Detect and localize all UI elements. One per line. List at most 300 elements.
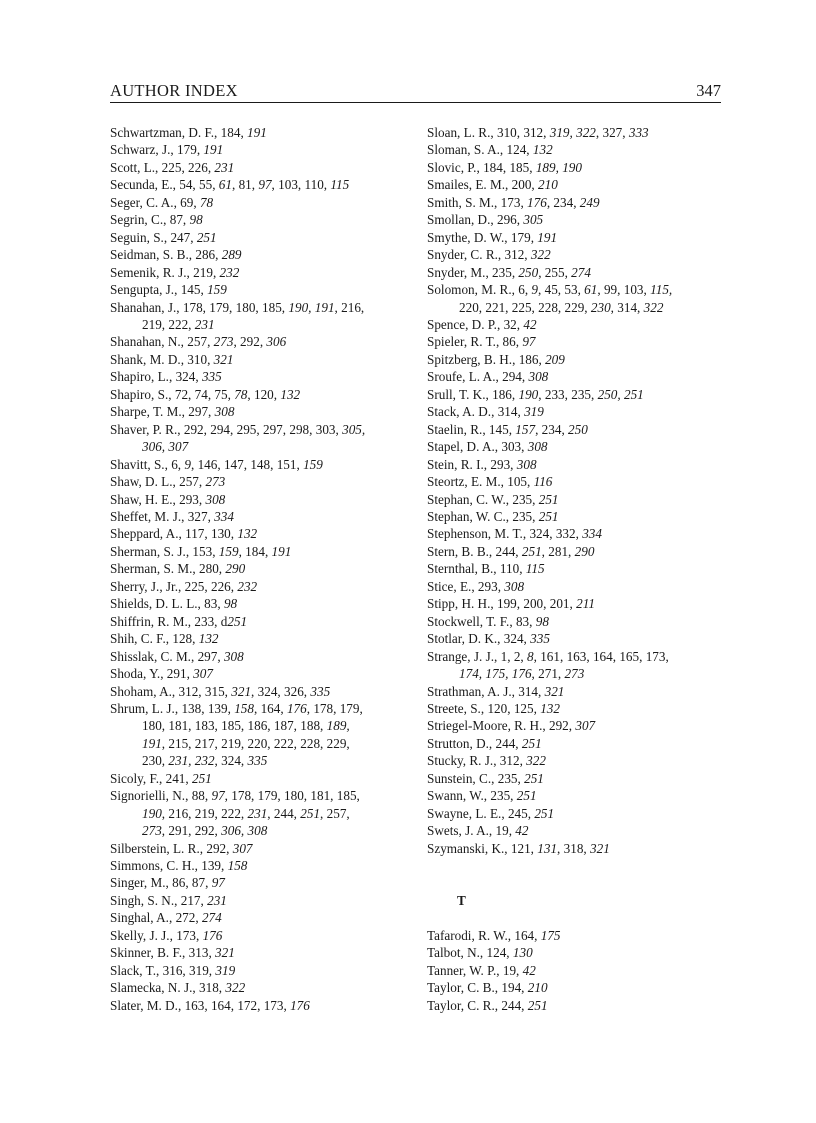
index-entry xyxy=(110,787,410,839)
reference-page-italic: 319 xyxy=(524,404,544,420)
reference-page-italic: 308 xyxy=(516,456,537,472)
author-name: Secunda, E., xyxy=(110,177,180,193)
citation-pages: 293, xyxy=(477,578,505,594)
index-entry xyxy=(427,525,727,542)
reference-page-italic: 335 xyxy=(247,753,268,769)
citation-pages: 235, xyxy=(497,770,525,786)
reference-page-italic: 321 xyxy=(544,683,565,699)
reference-page-italic: 191 xyxy=(271,543,292,559)
reference-page-italic: 210 xyxy=(538,177,558,193)
reference-page-italic: 42 xyxy=(523,316,537,332)
author-name: Tanner, W. P., xyxy=(427,962,503,978)
index-entry xyxy=(427,822,727,839)
reference-page-italic: 290 xyxy=(574,543,595,559)
author-name: Shoda, Y., xyxy=(110,666,167,682)
index-entry xyxy=(427,683,727,700)
author-name: Steortz, E. M., xyxy=(427,474,508,490)
author-name: Semenik, R. J., xyxy=(110,264,194,280)
author-name: Solomon, M. R., xyxy=(427,282,519,298)
section-letter-heading: T xyxy=(457,892,466,908)
reference-page-italic: 115, xyxy=(650,282,673,298)
citation-pages: 138, 139, xyxy=(181,700,235,716)
index-entry xyxy=(110,299,410,334)
index-entry xyxy=(427,752,727,769)
citation-pages: , 233, 235, xyxy=(538,386,598,402)
reference-page-italic: 319 xyxy=(215,962,236,978)
author-name: Tafarodi, R. W., xyxy=(427,927,515,943)
reference-page-italic: 158 xyxy=(227,858,248,874)
citation-pages: 280, xyxy=(199,561,226,577)
citation-pages: 219, xyxy=(193,264,220,280)
citation-pages: 32, xyxy=(503,316,524,332)
index-entry xyxy=(427,124,727,141)
citation-pages: 324, xyxy=(503,631,531,647)
index-entry xyxy=(110,211,410,228)
index-entry xyxy=(110,473,410,490)
author-name: Smythe, D. W., xyxy=(427,229,511,245)
index-entry xyxy=(110,874,410,891)
author-name: Striegel-Moore, R. H., xyxy=(427,718,549,734)
citation-pages: 230, xyxy=(142,753,169,769)
reference-page-italic: 231 xyxy=(207,892,227,908)
author-name: Strutton, D., xyxy=(427,735,496,751)
blank-line xyxy=(427,857,727,874)
author-name: Sheffet, M. J., xyxy=(110,508,188,524)
citation-pages: 318, xyxy=(199,980,226,996)
index-entry xyxy=(110,665,410,682)
citation-pages: 292, xyxy=(548,718,576,734)
reference-page-italic: 321 xyxy=(215,945,235,961)
reference-page-italic: 251 xyxy=(196,229,217,245)
author-name: Sengupta, J., xyxy=(110,282,181,298)
author-name: Seguin, S., xyxy=(110,229,171,245)
author-name: Skinner, B. F., xyxy=(110,945,189,961)
reference-page-italic: 289 xyxy=(221,247,242,263)
index-entry xyxy=(110,351,410,368)
header-title: AUTHOR INDEX xyxy=(110,81,238,100)
author-name: Srull, T. K., xyxy=(427,386,493,402)
author-name: Sharpe, T. M., xyxy=(110,404,189,420)
citation-pages: 241, xyxy=(165,770,192,786)
reference-page-italic: 335 xyxy=(530,631,550,647)
index-entry xyxy=(110,630,410,647)
author-name: Sunstein, C., xyxy=(427,770,498,786)
author-name: Schwartzman, D. F., xyxy=(110,125,221,140)
reference-page-italic: 319, 322 xyxy=(549,125,596,140)
citation-pages: 316, 319, xyxy=(162,962,216,978)
citation-pages: 313, xyxy=(188,945,216,961)
citation-pages: , 255, xyxy=(538,264,572,280)
author-name: Taylor, C. B., xyxy=(427,980,502,996)
blank-line xyxy=(427,909,727,926)
index-entry xyxy=(110,700,410,770)
index-entry xyxy=(427,997,727,1014)
reference-page-italic: 97 xyxy=(211,788,225,804)
author-name: Shapiro, L., xyxy=(110,369,176,385)
author-name: Singhal, A., xyxy=(110,910,176,926)
citation-pages: 86, 87, xyxy=(172,875,212,891)
reference-page-italic: 231 xyxy=(214,159,235,175)
citation-pages: 303, xyxy=(501,439,528,455)
citation-pages: , 146, 147, 148, 151, xyxy=(190,456,304,472)
author-name: Sloman, S. A., xyxy=(427,142,507,158)
index-entry xyxy=(110,962,410,979)
index-entry xyxy=(110,124,410,141)
author-name: Stephan, C. W., xyxy=(427,491,513,507)
index-entry xyxy=(427,595,727,612)
citation-pages: 244, xyxy=(501,997,528,1013)
citation-pages: 184, xyxy=(220,125,248,140)
reference-page-italic: 174, 175, 176 xyxy=(459,666,532,682)
reference-page-italic: 157 xyxy=(515,421,536,437)
reference-page-italic: 308 xyxy=(205,491,226,507)
reference-page-italic: 176 xyxy=(286,700,307,716)
index-entry xyxy=(427,508,727,525)
citation-pages: , 314, xyxy=(610,299,644,315)
author-name: Staelin, R., xyxy=(427,421,489,437)
citation-pages: 235, xyxy=(512,508,539,524)
index-entry xyxy=(110,909,410,926)
index-entry xyxy=(427,770,727,787)
reference-page-italic: 42 xyxy=(522,962,536,978)
author-name: Sloan, L. R., xyxy=(427,125,497,140)
reference-page-italic: 98 xyxy=(535,613,549,629)
reference-page-italic: 131 xyxy=(537,840,558,856)
reference-page-italic: 231, 232 xyxy=(168,753,215,769)
citation-pages: 199, 200, 201, xyxy=(496,596,577,612)
reference-page-italic: 132 xyxy=(280,386,301,402)
index-entry xyxy=(110,456,410,473)
citation-pages: 179, xyxy=(177,142,204,158)
citation-pages: 178, 179, 180, 185, xyxy=(182,299,289,315)
index-entry xyxy=(110,386,410,403)
index-entry xyxy=(110,578,410,595)
author-name: Shih, C. F., xyxy=(110,631,173,647)
citation-pages: 117, 130, xyxy=(185,526,238,542)
citation-pages: , 184, xyxy=(238,543,272,559)
citation-pages: , 178, 179, xyxy=(306,700,363,716)
reference-page-italic: 159 xyxy=(218,543,239,559)
index-entry xyxy=(110,892,410,909)
reference-page-italic: 335 xyxy=(310,683,331,699)
index-entry xyxy=(110,403,410,420)
citation-pages: 286, xyxy=(195,247,222,263)
author-name: Stapel, D. A., xyxy=(427,439,502,455)
citation-pages: 87, xyxy=(169,212,190,228)
author-name: Szymanski, K., xyxy=(427,840,511,856)
index-column-right xyxy=(427,124,727,1014)
citation-pages: 217, xyxy=(180,892,208,908)
index-entry xyxy=(110,944,410,961)
citation-pages: 257, xyxy=(179,474,206,490)
citation-pages: 110, xyxy=(499,561,526,577)
reference-page-italic: 78 xyxy=(199,194,214,210)
index-entry xyxy=(110,246,410,263)
index-entry xyxy=(110,857,410,874)
citation-pages: 200, xyxy=(511,177,538,193)
reference-page-italic: 307 xyxy=(575,718,596,734)
citation-pages: , 81, xyxy=(231,177,259,193)
citation-pages: 235, xyxy=(512,491,539,507)
author-name: Signorielli, N., xyxy=(110,788,192,804)
citation-pages: 225, 226, xyxy=(184,578,238,594)
author-name: Singh, S. N., xyxy=(110,892,181,908)
author-name: Swayne, L. E., xyxy=(427,805,508,821)
citation-pages: , 215, 217, 219, 220, 222, 228, 229, xyxy=(161,735,350,751)
author-name: Spence, D. P., xyxy=(427,316,504,332)
reference-page-italic: 249 xyxy=(579,194,600,210)
citation-pages: 124, xyxy=(486,945,513,961)
index-entry xyxy=(427,281,727,316)
reference-page-italic: 98 xyxy=(189,212,203,228)
citation-pages: , 281, xyxy=(541,543,575,559)
citation-pages: 163, 164, 172, 173, xyxy=(184,997,291,1013)
reference-page-italic: 308 xyxy=(214,404,235,420)
author-name: Stotlar, D. K., xyxy=(427,631,504,647)
citation-pages: 128, xyxy=(172,631,199,647)
citation-pages: 83, xyxy=(515,613,536,629)
author-name: Seger, C. A., xyxy=(110,194,181,210)
citation-pages: , 257, xyxy=(320,805,350,821)
author-name: Slater, M. D., xyxy=(110,997,185,1013)
author-name: Scott, L., xyxy=(110,159,162,175)
reference-page-italic: 274 xyxy=(571,264,591,280)
citation-pages: 153, xyxy=(192,543,219,559)
index-entry xyxy=(110,194,410,211)
citation-pages: 292, 294, 295, 297, 298, 303, xyxy=(183,421,343,437)
index-entry xyxy=(427,560,727,577)
author-name: Shaver, P. R., xyxy=(110,421,184,437)
author-name: Smith, S. M., xyxy=(427,194,501,210)
reference-page-italic: 176 xyxy=(290,997,310,1013)
reference-page-italic: 191 xyxy=(537,229,558,245)
author-name: Shapiro, S., xyxy=(110,386,175,402)
reference-page-italic: 210 xyxy=(527,980,548,996)
reference-page-italic: 274 xyxy=(201,910,222,926)
reference-page-italic: 175 xyxy=(540,927,561,943)
author-name: Taylor, C. R., xyxy=(427,997,502,1013)
author-name: Slovic, P., xyxy=(427,159,484,175)
index-entry xyxy=(110,368,410,385)
citation-pages: 120, 125, xyxy=(487,700,541,716)
index-entry xyxy=(427,456,727,473)
citation-pages: 225, 226, xyxy=(161,159,215,175)
reference-page-italic: 251 xyxy=(521,735,542,751)
reference-page-italic: 322 xyxy=(530,247,551,263)
reference-page-italic: 78 xyxy=(234,386,248,402)
reference-page-italic: 159 xyxy=(207,282,227,298)
citation-pages: 235, xyxy=(492,264,519,280)
reference-page-italic: 334 xyxy=(582,526,602,542)
author-name: Slamecka, N. J., xyxy=(110,980,199,996)
reference-page-italic: 306, 308 xyxy=(221,823,268,839)
citation-pages: 314, xyxy=(497,404,525,420)
index-entry xyxy=(110,840,410,857)
reference-page-italic: 176 xyxy=(527,194,547,210)
citation-pages: 139, xyxy=(201,858,228,874)
reference-page-italic: 211 xyxy=(576,596,595,612)
author-name: Shank, M. D., xyxy=(110,351,188,367)
citation-pages: , 327, xyxy=(595,125,629,140)
index-entry xyxy=(110,525,410,542)
index-entry xyxy=(110,683,410,700)
reference-page-italic: 322 xyxy=(643,299,664,315)
citation-pages: 296, xyxy=(496,212,524,228)
citation-pages: , 324, 326, xyxy=(251,683,311,699)
index-entry xyxy=(110,333,410,350)
citation-pages: , 45, 53, xyxy=(538,282,585,298)
author-name: Shavitt, S., xyxy=(110,456,172,472)
citation-pages: 173, xyxy=(500,194,528,210)
citation-pages: 186, xyxy=(492,386,519,402)
author-name: Sherman, S. M., xyxy=(110,561,200,577)
citation-pages: , 234, xyxy=(546,194,580,210)
reference-page-italic: 251 xyxy=(524,770,544,786)
author-name: Singer, M., xyxy=(110,875,173,891)
reference-page-italic: 305, xyxy=(342,421,366,437)
author-name: Sicoly, F., xyxy=(110,770,166,786)
author-name: Spieler, R. T., xyxy=(427,334,503,350)
author-name: Shanahan, N., xyxy=(110,334,188,350)
reference-page-italic: 132 xyxy=(198,631,219,647)
citation-pages: , 318, xyxy=(557,840,591,856)
citation-pages: 312, xyxy=(499,753,527,769)
citation-pages: 291, xyxy=(166,666,194,682)
reference-page-italic: 189, 190 xyxy=(535,159,582,175)
reference-page-italic: 132 xyxy=(237,526,258,542)
index-entry xyxy=(427,159,727,176)
citation-pages: , 324, xyxy=(214,753,248,769)
citation-pages: 292, xyxy=(206,840,233,856)
index-entry xyxy=(427,805,727,822)
author-name: Shanahan, J., xyxy=(110,299,183,315)
citation-pages: , 216, 219, 222, xyxy=(161,805,248,821)
index-entry xyxy=(427,316,727,333)
reference-page-italic: 251 xyxy=(516,788,537,804)
author-name: Smailes, E. M., xyxy=(427,177,512,193)
index-entry xyxy=(427,717,727,734)
author-name: Shisslak, C. M., xyxy=(110,648,198,664)
running-header xyxy=(110,80,721,103)
reference-page-italic: 176 xyxy=(202,927,223,943)
author-name: Seidman, S. B., xyxy=(110,247,196,263)
index-entry xyxy=(427,962,727,979)
author-name: Shaw, H. E., xyxy=(110,491,180,507)
citation-pages: 244, xyxy=(495,543,522,559)
reference-page-italic: 8 xyxy=(527,648,534,664)
citation-pages: 83, xyxy=(204,596,224,612)
citation-pages: 1, 2, xyxy=(500,648,528,664)
reference-page-italic: 307 xyxy=(193,666,213,682)
citation-pages: 293, xyxy=(490,456,517,472)
reference-page-italic: 232 xyxy=(237,578,258,594)
citation-pages: 19, xyxy=(502,962,523,978)
index-entry xyxy=(110,997,410,1014)
citation-pages: 312, 315, xyxy=(178,683,232,699)
reference-page-italic: 115 xyxy=(330,177,350,193)
citation-pages: , 103, 110, xyxy=(271,177,331,193)
index-entry xyxy=(427,141,727,158)
reference-page-italic: 97 xyxy=(211,875,225,891)
index-entry xyxy=(427,578,727,595)
author-name: Smollan, D., xyxy=(427,212,497,228)
citation-pages: 145, xyxy=(180,282,208,298)
author-name: Segrin, C., xyxy=(110,212,170,228)
index-entry xyxy=(427,176,727,193)
reference-page-italic: 190 xyxy=(518,386,539,402)
citation-pages: , 244, xyxy=(267,805,301,821)
reference-page-italic: 97 xyxy=(258,177,272,193)
citation-pages: 245, xyxy=(507,805,535,821)
reference-page-italic: 250, 251 xyxy=(597,386,644,402)
page-number: 347 xyxy=(696,81,721,100)
reference-page-italic: 307 xyxy=(232,840,253,856)
reference-page-italic: 333 xyxy=(628,125,649,140)
citation-pages: 179, xyxy=(510,229,538,245)
index-entry xyxy=(427,333,727,350)
author-name: Skelly, J. J., xyxy=(110,927,177,943)
reference-page-italic: 322 xyxy=(225,980,246,996)
index-entry xyxy=(427,648,727,683)
reference-page-italic: 190 xyxy=(142,805,162,821)
reference-page-italic: 308 xyxy=(528,369,549,385)
index-entry xyxy=(427,543,727,560)
citation-pages: 312, xyxy=(504,247,531,263)
citation-pages: , 216, xyxy=(334,299,365,315)
reference-page-italic: 273 xyxy=(213,334,234,350)
author-name: Stein, R. I., xyxy=(427,456,491,472)
index-entry xyxy=(110,543,410,560)
reference-page-italic: 322 xyxy=(526,753,546,769)
citation-pages: 145, xyxy=(488,421,516,437)
citation-pages: 233, d xyxy=(194,613,228,629)
citation-pages: 69, xyxy=(180,194,200,210)
index-entry xyxy=(427,246,727,263)
reference-page-italic: 159 xyxy=(303,456,323,472)
index-entry xyxy=(110,648,410,665)
citation-pages: 194, xyxy=(501,980,528,996)
reference-page-italic: 250 xyxy=(568,421,588,437)
citation-pages: , 271, xyxy=(531,666,565,682)
index-entry xyxy=(110,595,410,612)
citation-pages: 173, xyxy=(176,927,203,943)
citation-pages: 184, 185, xyxy=(483,159,536,175)
citation-pages: 297, xyxy=(197,648,224,664)
index-entry xyxy=(427,403,727,420)
citation-pages: 324, 332, xyxy=(529,526,583,542)
reference-page-italic: 306, 307 xyxy=(142,439,189,455)
citation-pages: 6, xyxy=(171,456,185,472)
citation-pages: , 161, 163, 164, 165, 173, xyxy=(533,648,669,664)
citation-pages: 327, xyxy=(187,508,215,524)
index-column-left xyxy=(110,124,410,1014)
reference-page-italic: 191 xyxy=(247,125,267,140)
author-name: Stephan, W. C., xyxy=(427,508,513,524)
author-name: Sherry, J., Jr., xyxy=(110,578,185,594)
author-name: Stern, B. B., xyxy=(427,543,496,559)
reference-page-italic: 273 xyxy=(205,474,226,490)
author-name: Swann, W., xyxy=(427,788,491,804)
citation-pages: , 291, 292, xyxy=(161,823,222,839)
index-entry xyxy=(110,141,410,158)
reference-page-italic: 132 xyxy=(540,700,560,716)
reference-page-italic: 61 xyxy=(584,282,598,298)
author-name: Stice, E., xyxy=(427,578,478,594)
index-entry xyxy=(427,491,727,508)
reference-page-italic: 251 xyxy=(300,805,321,821)
reference-page-italic: 308 xyxy=(527,439,548,455)
index-entry xyxy=(427,700,727,717)
